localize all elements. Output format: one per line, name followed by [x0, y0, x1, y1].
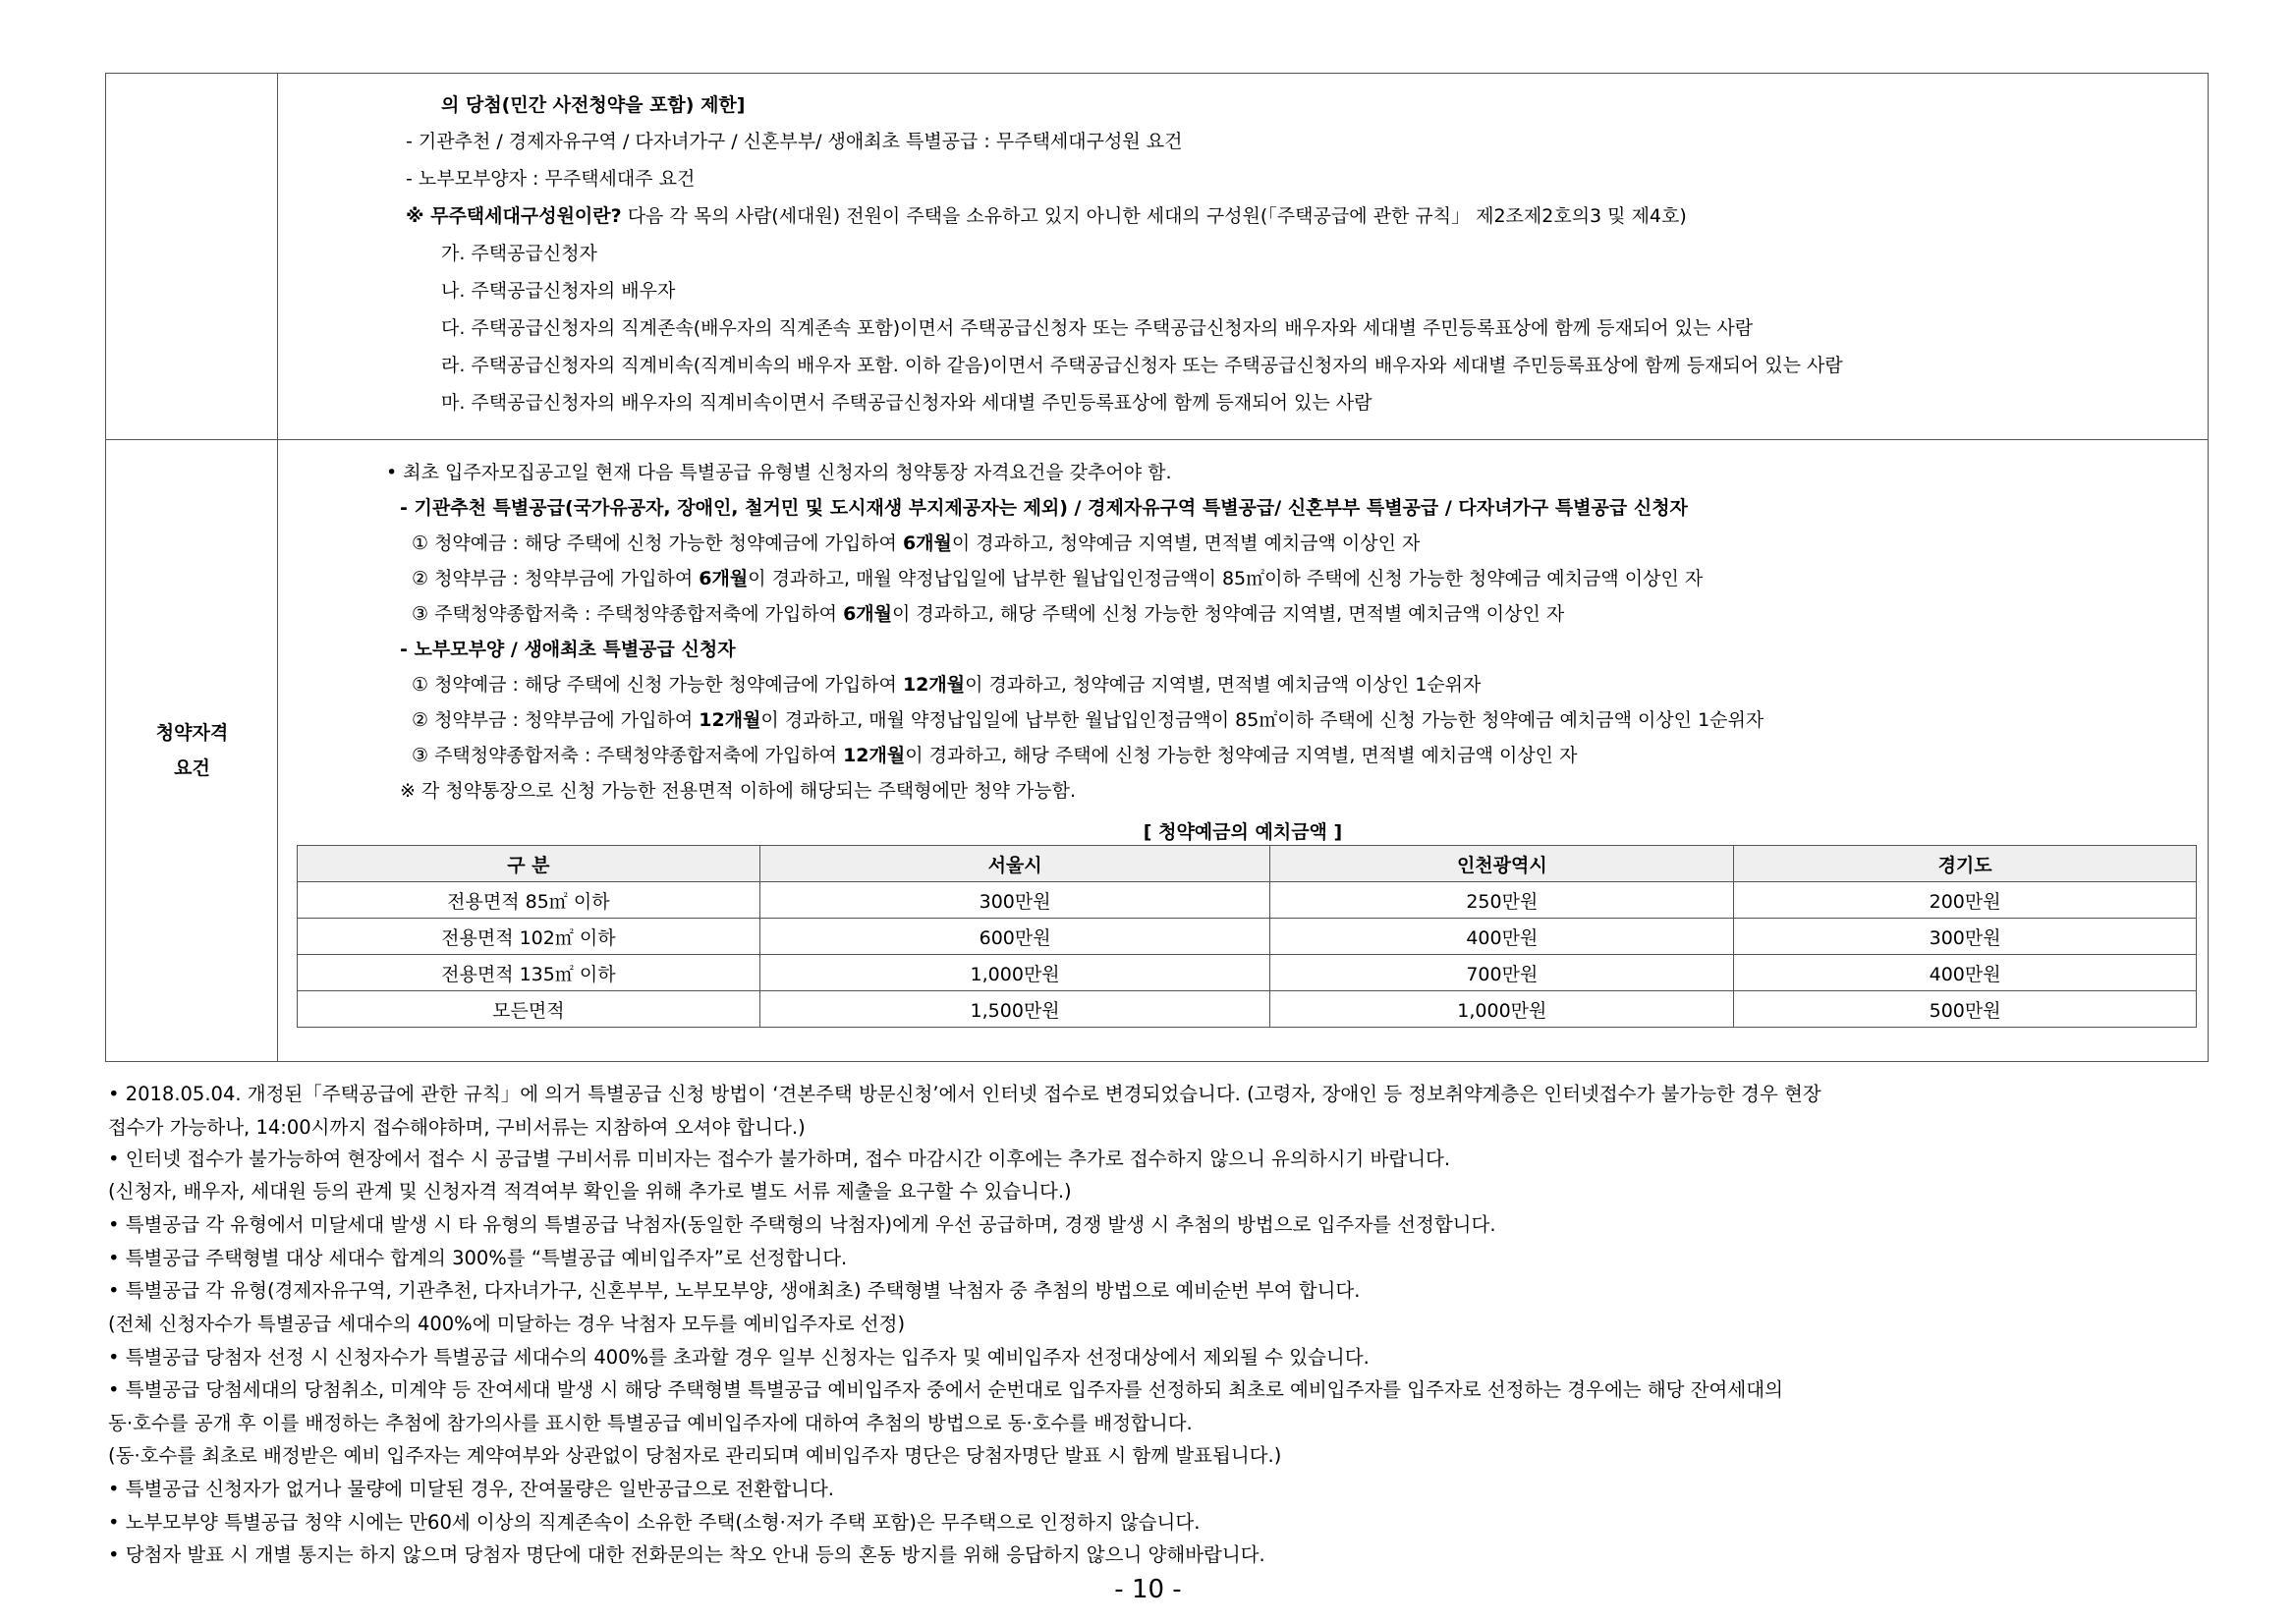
note-line: • 특별공급 각 유형에서 미달세대 발생 시 타 유형의 특별공급 낙첨자(동일한 주택형의 낙첨자)에게 우선 공급하며, 경쟁 발생 시 추첨의 방법으로 입주자를 선정합니다.	[108, 1213, 1496, 1236]
homeless-definition-term: 무주택세대구성원이란?	[430, 205, 622, 227]
note-line: (신청자, 배우자, 세대원 등의 관계 및 신청자격 적격여부 확인을 위해 추가로 별도 서류 제출을 요구할 수 있습니다.)	[108, 1180, 1072, 1203]
group1-item: ② 청약부금 : 청약부금에 가입하여 6개월이 경과하고, 매월 약정납입일에 납부한 월납입인정금액이 85㎡이하 주택에 신청 가능한 청약예금 예치금액 이상인 자	[412, 568, 1704, 589]
table-row	[298, 955, 2197, 991]
table-row	[298, 991, 2197, 1028]
table-cell: 300만원	[1734, 919, 2197, 955]
note-line: • 특별공급 당첨자 선정 시 신청자수가 특별공급 세대수의 400%를 초과할 경우 일부 신청자는 입주자 및 예비입주자 선정대상에서 제외될 수 있습니다.	[108, 1346, 1370, 1369]
table-cell: 600만원	[759, 919, 1270, 955]
table-cell: 1,500만원	[759, 991, 1270, 1028]
table-cell: 모든면적	[298, 991, 760, 1028]
column-header: 경기도	[1734, 846, 2197, 882]
table-cell: 전용면적 135㎡ 이하	[298, 955, 760, 991]
deposit-table-header	[298, 846, 2197, 882]
requirement-line: - 기관추천 / 경제자유구역 / 다자녀가구 / 신혼부부/ 생애최초 특별공급 : 무주택세대구성원 요건	[406, 131, 1183, 152]
note-line: (동·호수를 최초로 배정받은 예비 입주자는 계약여부와 상관없이 당첨자로 관리되며 예비입주자 명단은 당첨자명단 발표 시 함께 발표됩니다.)	[108, 1444, 1282, 1467]
table-row	[298, 882, 2197, 919]
page-number: - 10 -	[1114, 1575, 1182, 1604]
restriction-heading: 의 당첨(민간 사전청약을 포함) 제한]	[441, 94, 746, 116]
definition-item: 마. 주택공급신청자의 배우자의 직계비속이면서 주택공급신청자와 세대별 주민등록표상에 함께 등재되어 있는 사람	[441, 392, 1372, 414]
definition-item: 다. 주택공급신청자의 직계존속(배우자의 직계존속 포함)이면서 주택공급신청자 또는 주택공급신청자의 배우자와 세대별 주민등록표상에 함께 등재되어 있는 사람	[441, 317, 1754, 339]
table-cell: 400만원	[1270, 919, 1734, 955]
table-cell: 500만원	[1734, 991, 2197, 1028]
group1-item: ③ 주택청약종합저축 : 주택청약종합저축에 가입하여 6개월이 경과하고, 해당 주택에 신청 가능한 청약예금 지역별, 면적별 예치금액 이상인 자	[412, 603, 1565, 625]
deposit-table	[297, 845, 2197, 1028]
note-line: • 인터넷 접수가 불가능하여 현장에서 접수 시 공급별 구비서류 미비자는 접수가 불가하며, 접수 마감시간 이후에는 추가로 접수하지 않으니 유의하시기 바랍니다.	[108, 1148, 1451, 1170]
table-cell: 700만원	[1270, 955, 1734, 991]
note-line: • 특별공급 신청자가 없거나 물량에 미달된 경우, 잔여물량은 일반공급으로 전환합니다.	[108, 1478, 834, 1500]
group1-title: - 기관추천 특별공급(국가유공자, 장애인, 철거민 및 도시재생 부지제공자는 제외) / 경제자유구역 특별공급/ 신혼부부 특별공급 / 다자녀가구 특별공급 신청자	[400, 497, 1688, 519]
group2-item: ② 청약부금 : 청약부금에 가입하여 12개월이 경과하고, 매월 약정납입일에 납부한 월납입인정금액이 85㎡이하 주택에 신청 가능한 청약예금 예치금액 이상인 1순위자	[412, 709, 1764, 731]
group2-title: - 노부모부양 / 생애최초 특별공급 신청자	[400, 639, 736, 660]
eligibility-note: ※ 각 청약통장으로 신청 가능한 전용면적 이하에 해당되는 주택형에만 청약 가능함.	[400, 780, 1077, 802]
note-line: • 당첨자 발표 시 개별 통지는 하지 않으며 당첨자 명단에 대한 전화문의는 착오 안내 등의 혼동 방지를 위해 응답하지 않으니 양해바랍니다.	[108, 1543, 1265, 1566]
table-row	[298, 919, 2197, 955]
note-line: (전체 신청자수가 특별공급 세대수의 400%에 미달하는 경우 낙첨자 모두를 예비입주자로 선정)	[108, 1313, 906, 1335]
row-label-cell	[106, 440, 278, 1061]
column-header: 구 분	[298, 846, 760, 882]
definition-item: 라. 주택공급신청자의 직계비속(직계비속의 배우자 포함. 이하 같음)이면서 주택공급신청자 또는 주택공급신청자의 배우자와 세대별 주민등록표상에 함께 등재되어 있는 사람	[441, 355, 1843, 376]
eligibility-intro: • 최초 입주자모집공고일 현재 다음 특별공급 유형별 신청자의 청약통장 자격요건을 갖추어야 함.	[386, 462, 1172, 483]
table-cell: 1,000만원	[759, 955, 1270, 991]
note-line: 동·호수를 공개 후 이를 배정하는 추첨에 참가의사를 표시한 특별공급 예비입주자에 대하여 추첨의 방법으로 동·호수를 배정합니다.	[108, 1412, 1193, 1434]
table-cell: 전용면적 102㎡ 이하	[298, 919, 760, 955]
table-cell: 300만원	[759, 882, 1270, 919]
deposit-table-title: [ 청약예금의 예치금액 ]	[1143, 821, 1343, 843]
group2-item: ③ 주택청약종합저축 : 주택청약종합저축에 가입하여 12개월이 경과하고, 해당 주택에 신청 가능한 청약예금 지역별, 면적별 예치금액 이상인 자	[412, 745, 1578, 766]
note-line: • 노부모부양 특별공급 청약 시에는 만60세 이상의 직계존속이 소유한 주택(소형·저가 주택 포함)은 무주택으로 인정하지 않습니다.	[108, 1511, 1201, 1534]
note-line: • 2018.05.04. 개정된「주택공급에 관한 규칙」에 의거 특별공급 신청 방법이 ‘견본주택 방문신청’에서 인터넷 접수로 변경되었습니다. (고령자, 장애인 등 정보취약계층은 인터넷접수가 불가능한 경우 현장	[108, 1083, 1821, 1105]
row-label-line2: 요건	[174, 757, 210, 779]
row-label-cell	[106, 74, 278, 439]
homeless-definition-note: ※ 무주택세대구성원이란? 다음 각 목의 사람(세대원) 전원이 주택을 소유하고 있지 아니한 세대의 구성원(「주택공급에 관한 규칙」 제2조제2호의3 및 제4호)	[406, 205, 1687, 227]
definition-item: 나. 주택공급신청자의 배우자	[441, 280, 676, 302]
table-cell: 250만원	[1270, 882, 1734, 919]
table-cell: 전용면적 85㎡ 이하	[298, 882, 760, 919]
table-cell: 200만원	[1734, 882, 2197, 919]
note-line: • 특별공급 당첨세대의 당첨취소, 미계약 등 잔여세대 발생 시 해당 주택형별 특별공급 예비입주자 중에서 순번대로 입주자를 선정하되 최초로 예비입주자를 입주자로 선정하는 경우에는 해당 잔여세대의	[108, 1378, 1783, 1401]
table-cell: 400만원	[1734, 955, 2197, 991]
column-header: 인천광역시	[1270, 846, 1734, 882]
group1-item: ① 청약예금 : 해당 주택에 신청 가능한 청약예금에 가입하여 6개월이 경과하고, 청약예금 지역별, 면적별 예치금액 이상인 자	[412, 532, 1421, 554]
note-line: • 특별공급 주택형별 대상 세대수 합계의 300%를 “특별공급 예비입주자”로 선정합니다.	[108, 1247, 848, 1269]
column-header: 서울시	[759, 846, 1270, 882]
row-label-line1: 청약자격	[155, 722, 229, 744]
row-content-cell	[278, 74, 2208, 439]
table-cell: 1,000만원	[1270, 991, 1734, 1028]
requirement-line: - 노부모부양자 : 무주택세대주 요건	[406, 168, 696, 190]
definition-item: 가. 주택공급신청자	[441, 243, 597, 264]
note-line: 접수가 가능하나, 14:00시까지 접수해야하며, 구비서류는 지참하여 오셔야 합니다.)	[108, 1116, 806, 1139]
group2-item: ① 청약예금 : 해당 주택에 신청 가능한 청약예금에 가입하여 12개월이 경과하고, 청약예금 지역별, 면적별 예치금액 이상인 1순위자	[412, 674, 1482, 696]
note-line: • 특별공급 각 유형(경제자유구역, 기관추천, 다자녀가구, 신혼부부, 노부모부양, 생애최초) 주택형별 낙첨자 중 추첨의 방법으로 예비순번 부여 합니다.	[108, 1279, 1361, 1302]
table-row-homeless-definition	[106, 74, 2208, 440]
